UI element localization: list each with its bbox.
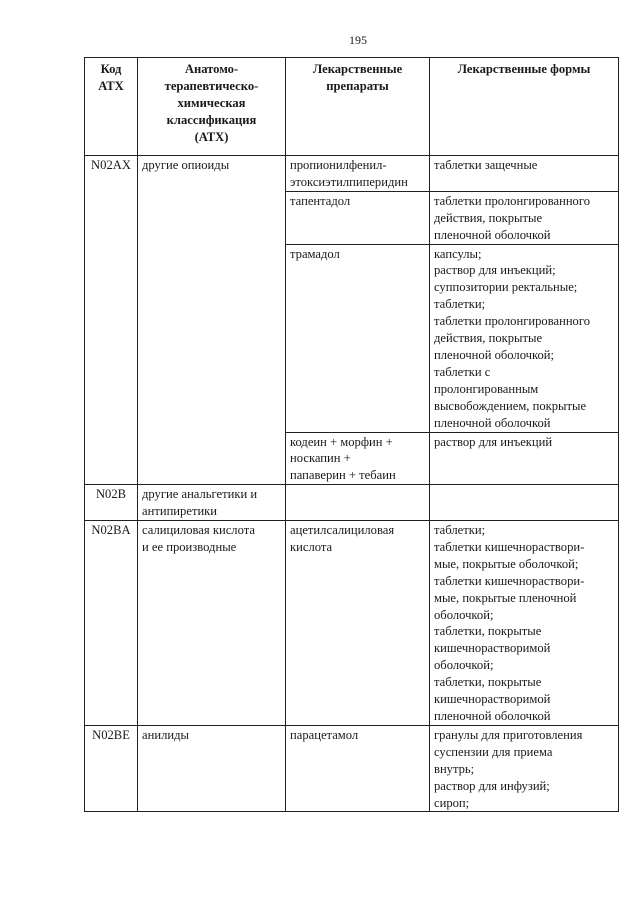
table-row — [85, 485, 619, 521]
dosage-form-cell: капсулы; раствор для инъекций; суппозитории ректальные; таблетки; таблетки пролонгированного действия, покрытые пленочной оболочкой; таблетки с пролонгированным высвобождением, покрытые пленочной оболочкой — [430, 244, 619, 432]
header-drugs: Лекарственные препараты — [286, 58, 430, 156]
drug-cell: кодеин + морфин + носкапин + папаверин + тебаин — [286, 432, 430, 485]
dosage-form-cell: гранулы для приготовления суспензии для приема внутрь; раствор для инфузий; сироп; — [430, 725, 619, 812]
drug-cell — [286, 485, 430, 521]
drug-cell: трамадол — [286, 244, 430, 432]
atc-code-cell: N02BE — [85, 725, 138, 812]
table-row — [85, 156, 619, 192]
atc-code-cell: N02B — [85, 485, 138, 521]
dosage-form-cell — [430, 485, 619, 521]
header-dosage-forms: Лекарственные формы — [430, 58, 619, 156]
atc-classification-table — [84, 57, 619, 812]
page-number: 195 — [349, 33, 367, 47]
drug-cell: ацетилсалициловая кислота — [286, 521, 430, 726]
atc-classification-cell: другие опиоиды — [138, 156, 286, 485]
dosage-form-cell: таблетки защечные — [430, 156, 619, 192]
atc-classification-cell: салициловая кислота и ее производные — [138, 521, 286, 726]
atc-classification-cell: другие анальгетики и антипиретики — [138, 485, 286, 521]
table-row — [85, 725, 619, 812]
table-row — [85, 521, 619, 726]
header-atc-classification: Анатомо- терапевтическо- химическая классификация (АТХ) — [138, 58, 286, 156]
atc-code-cell: N02AX — [85, 156, 138, 485]
table-header-row — [85, 58, 619, 156]
atc-code-cell: N02BA — [85, 521, 138, 726]
header-atc-code: Код АТХ — [85, 58, 138, 156]
atc-classification-cell: анилиды — [138, 725, 286, 812]
drug-cell: пропионилфенил- этоксиэтилпиперидин — [286, 156, 430, 192]
dosage-form-cell: таблетки; таблетки кишечнораствори- мые, покрытые оболочкой; таблетки кишечнораствори- мые, покрытые пленочной оболочкой; таблетки, покрытые кишечнорастворимой оболочкой; таблетки, покрытые кишечнорастворимой пленочной оболочкой — [430, 521, 619, 726]
dosage-form-cell: раствор для инъекций — [430, 432, 619, 485]
drug-cell: тапентадол — [286, 191, 430, 244]
drug-cell: парацетамол — [286, 725, 430, 812]
dosage-form-cell: таблетки пролонгированного действия, покрытые пленочной оболочкой — [430, 191, 619, 244]
